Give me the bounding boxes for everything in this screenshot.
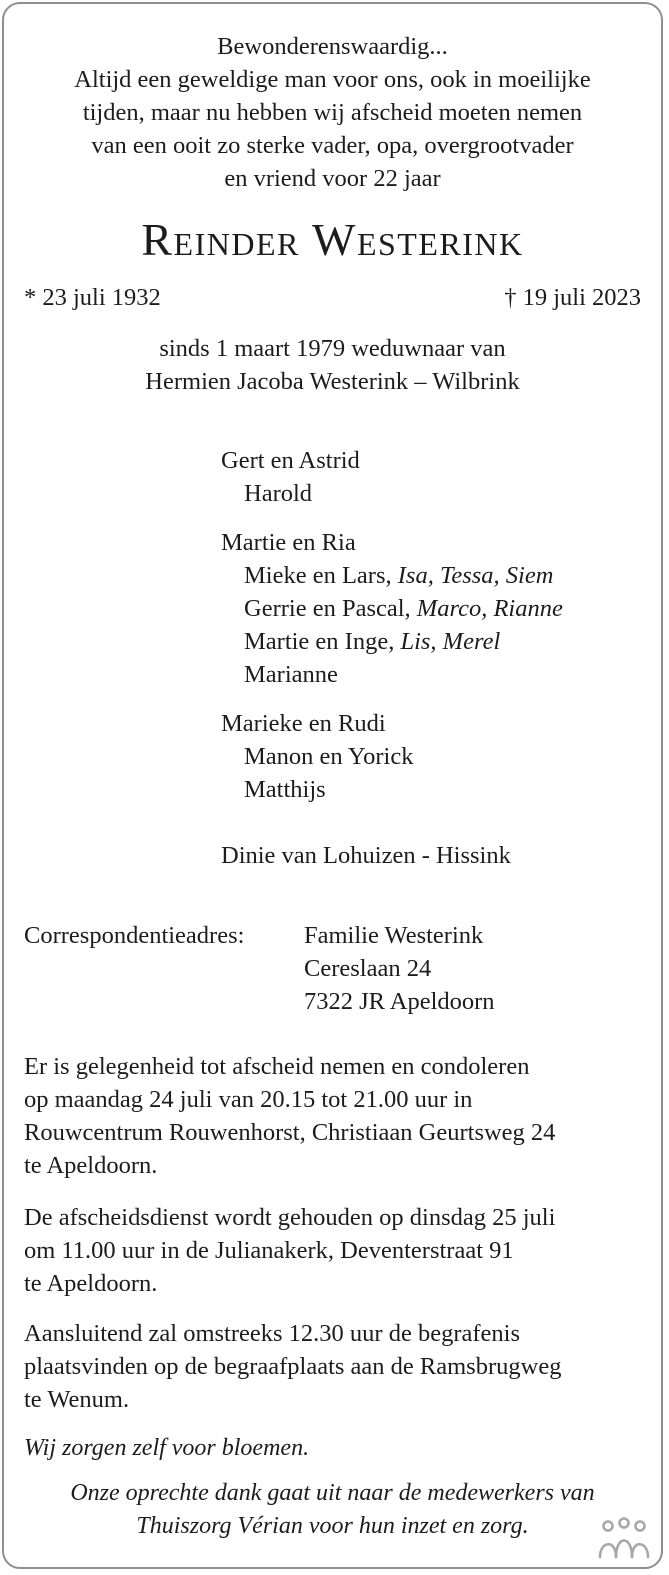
birth-date: * 23 juli 1932 [24, 284, 161, 311]
spouse-info [4, 332, 661, 398]
intro-line: en vriend voor 22 jaar [224, 165, 441, 192]
family-child [221, 477, 563, 510]
family-group [221, 707, 563, 872]
family-parent: Gert en Astrid [221, 447, 360, 474]
paragraph-line: te Apeldoorn. [24, 1270, 158, 1297]
address-line: Familie Westerink [304, 922, 484, 949]
intro-line: van een ooit zo sterke vader, opa, overgrootvader [91, 132, 574, 159]
child-name: Martie en Inge, [244, 628, 401, 655]
address-lines [304, 919, 495, 1018]
family-child [221, 625, 563, 658]
paragraph-line: Er is gelegenheid tot afscheid nemen en condoleren [24, 1053, 530, 1080]
spouse-line: sinds 1 maart 1979 weduwnaar van [159, 335, 506, 362]
family-extra: Dinie van Lohuizen - Hissink [221, 842, 511, 869]
paragraph-line: te Apeldoorn. [24, 1152, 158, 1179]
child-name: Marianne [244, 661, 338, 688]
grandchildren-names: Lis, Merel [400, 628, 501, 655]
child-name: Harold [244, 480, 313, 507]
intro-line: tijden, maar nu hebben wij afscheid moeten nemen [82, 99, 583, 126]
child-name: Matthijs [244, 776, 326, 803]
flowers-note: Wij zorgen zelf voor bloemen. [24, 1435, 310, 1461]
thanks-note [4, 1477, 661, 1543]
family-group [221, 444, 563, 510]
paragraph-line: op maandag 24 juli van 20.15 tot 21.00 uur in [24, 1086, 473, 1113]
address-line: 7322 JR Apeldoorn [304, 988, 495, 1015]
grandchildren-names: Isa, Tessa, Siem [397, 562, 554, 589]
family-people-icon [597, 1517, 651, 1559]
obituary-card [2, 2, 663, 1569]
family-child [221, 559, 563, 592]
grandchildren-names: Marco, Rianne [416, 595, 563, 622]
intro-text [4, 30, 661, 195]
deceased-name: Reinder Westerink [141, 214, 524, 265]
child-name: Gerrie en Pascal, [244, 595, 417, 622]
correspondence-label: Correspondentieadres: [24, 922, 245, 949]
address-line: Cereslaan 24 [304, 955, 432, 982]
paragraph-line: Aansluitend zal omstreeks 12.30 uur de begrafenis [24, 1320, 520, 1347]
paragraph-line: plaatsvinden op de begraafplaats aan de Ramsbrugweg [24, 1353, 562, 1380]
family-child [221, 592, 563, 625]
burial-paragraph [24, 1317, 561, 1416]
thanks-line: Onze oprechte dank gaat uit naar de medewerkers van [70, 1480, 595, 1506]
paragraph-line: Rouwcentrum Rouwenhorst, Christiaan Geurtsweg 24 [24, 1119, 556, 1146]
death-date: † 19 juli 2023 [504, 284, 641, 311]
family-child [221, 740, 563, 773]
child-name: Manon en Yorick [244, 743, 414, 770]
family-parent: Martie en Ria [221, 529, 356, 556]
family-group [221, 526, 563, 691]
service-paragraph [24, 1201, 555, 1300]
family-list [221, 444, 563, 888]
family-parent: Marieke en Rudi [221, 710, 386, 737]
paragraph-line: De afscheidsdienst wordt gehouden op dinsdag 25 juli [24, 1204, 556, 1231]
paragraph-line: om 11.00 uur in de Julianakerk, Deventerstraat 91 [24, 1237, 514, 1264]
condolence-paragraph [24, 1050, 555, 1182]
intro-line: Bewonderenswaardig... [217, 33, 448, 60]
child-name: Mieke en Lars, [244, 562, 398, 589]
spouse-line: Hermien Jacoba Westerink – Wilbrink [145, 368, 520, 395]
family-child [221, 658, 563, 691]
intro-line: Altijd een geweldige man voor ons, ook in moeilijke [74, 66, 591, 93]
family-child [221, 773, 563, 806]
paragraph-line: te Wenum. [24, 1386, 130, 1413]
thanks-line: Thuiszorg Vérian voor hun inzet en zorg. [136, 1513, 529, 1539]
